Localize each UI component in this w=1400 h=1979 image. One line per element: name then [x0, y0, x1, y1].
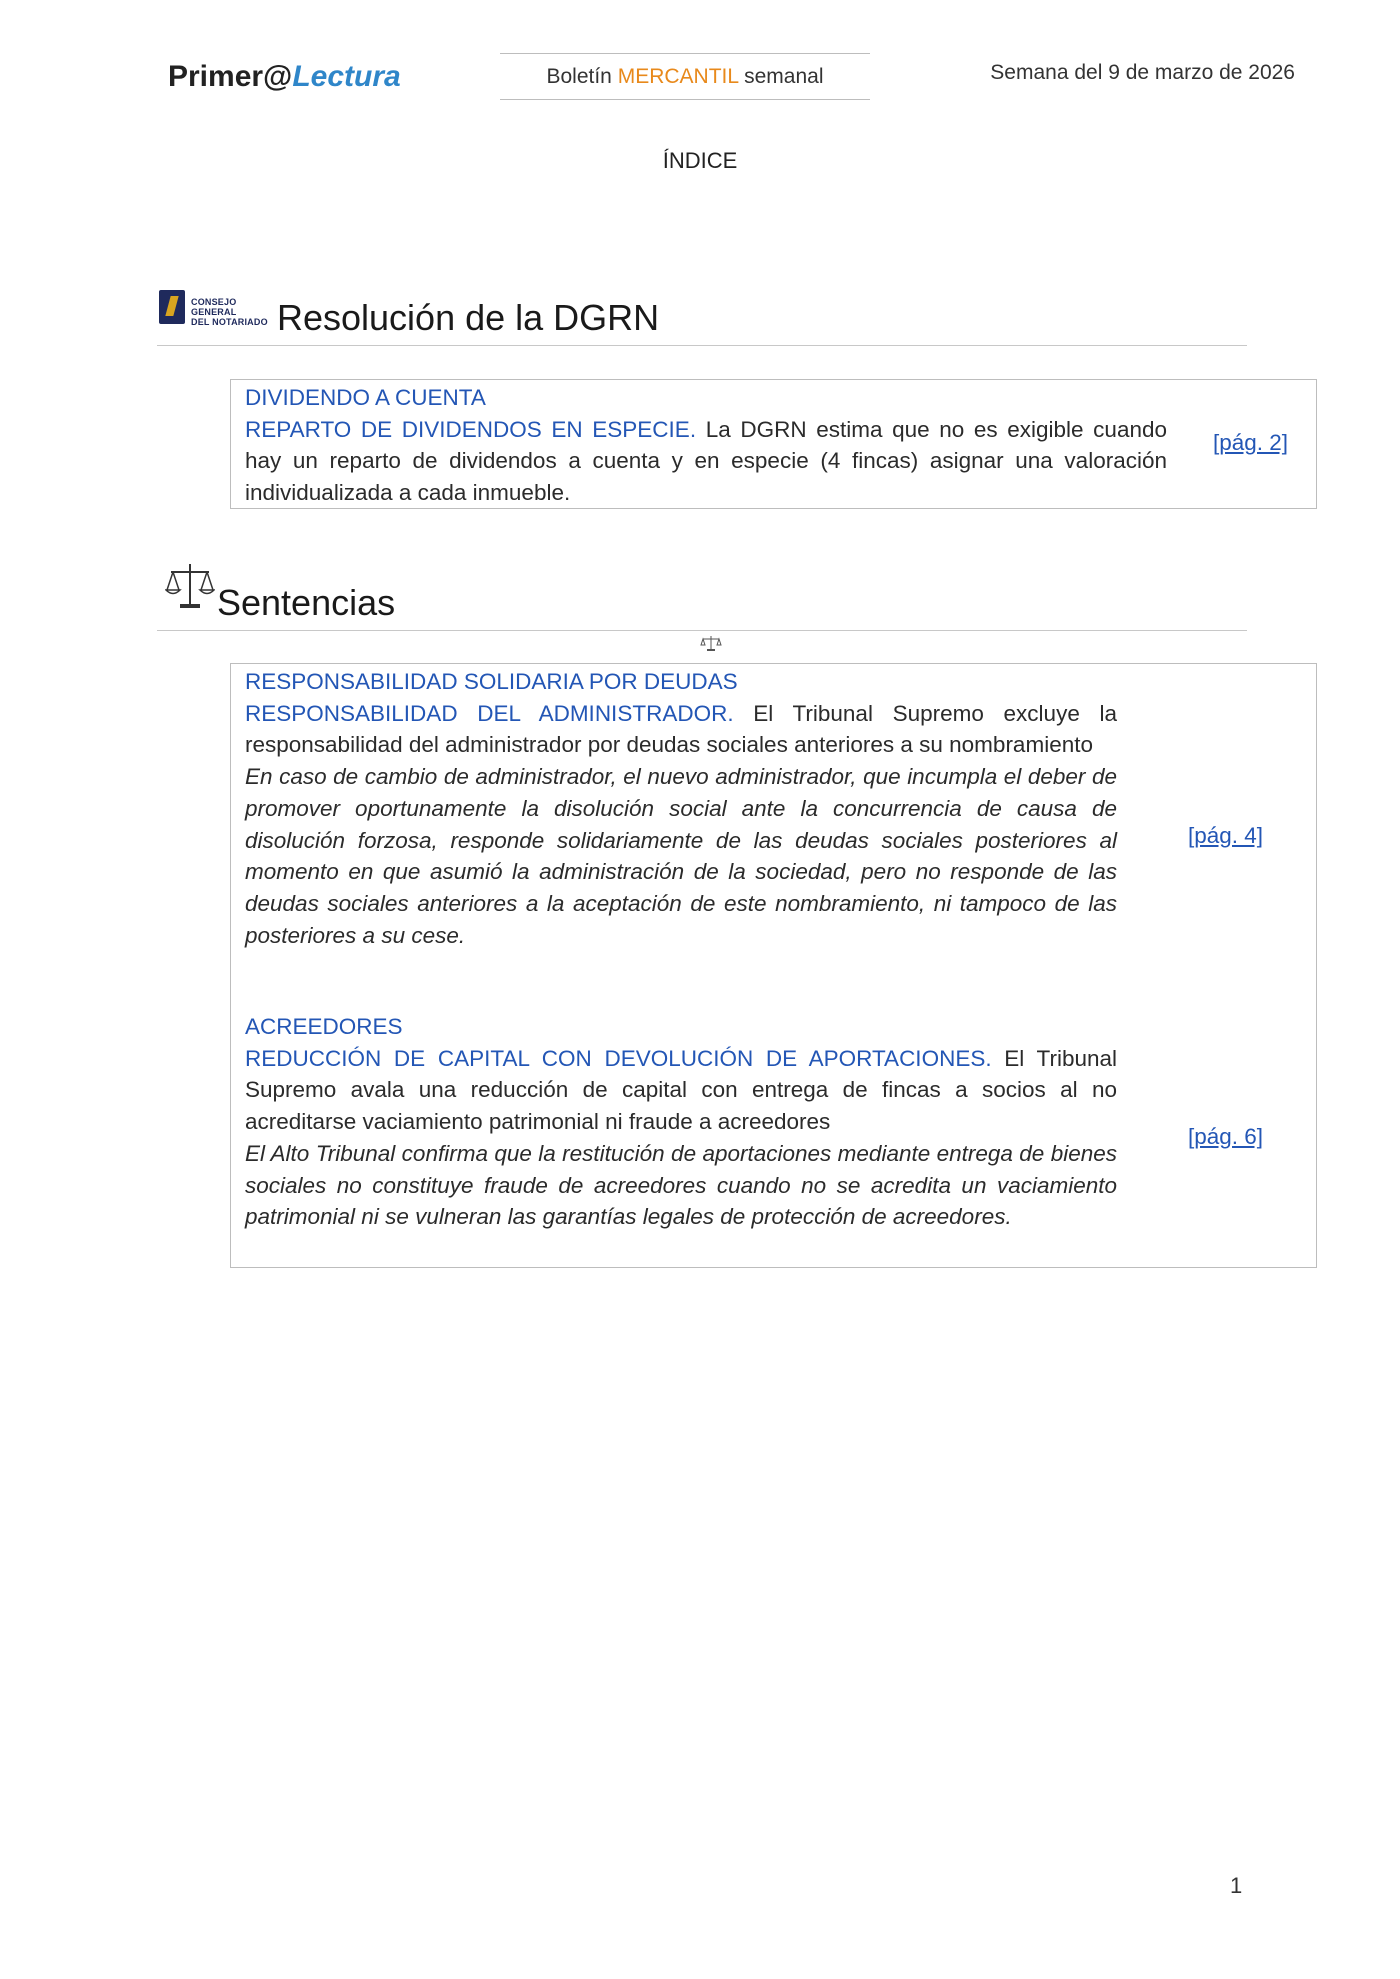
entry-headline: REDUCCIÓN DE CAPITAL CON DEVOLUCIÓN DE APORTACIONES. — [245, 1045, 992, 1071]
entry-category: ACREEDORES — [245, 1014, 403, 1039]
logo-line-1: CONSEJO GENERAL — [191, 297, 237, 317]
notariado-logo-icon — [159, 282, 277, 334]
bulletin-post: semanal — [738, 65, 824, 88]
entry-text: El Tribunal Supremo excluye la responsabilidad del administrador por deudas sociales anteriores a su nombramiento — [245, 700, 1117, 758]
section-title: Sentencias — [217, 582, 396, 623]
entry-category: DIVIDENDO A CUENTA — [245, 385, 486, 410]
list-item — [245, 1011, 1117, 1233]
bulletin-pre: Boletín — [546, 65, 618, 88]
scales-small-icon — [700, 634, 722, 652]
entry-headline: RESPONSABILIDAD DEL ADMINISTRADOR. — [245, 700, 734, 726]
section-title: Resolución de la DGRN — [277, 297, 660, 338]
list-item — [245, 666, 1117, 951]
brand-part-2: Lectura — [292, 60, 401, 93]
brand-part-1: Primer@ — [168, 60, 293, 93]
entry-category: RESPONSABILIDAD SOLIDARIA POR DEUDAS — [245, 669, 738, 694]
entry-summary: El Alto Tribunal confirma que la restitución de aportaciones mediante entrega de bienes sociales no constituye fraude de acreedores cuando no se acredita un vaciamiento patrimonial ni se vulneran las garantías legales de protección de acreedores. — [245, 1140, 1117, 1230]
logo-line-2: DEL NOTARIADO — [191, 317, 268, 327]
brand-logo — [168, 60, 401, 94]
entry-text: El Tribunal Supremo avala una reducción de capital con entrega de fincas a socios al no acreditarse vaciamiento patrimonial ni fraude a acreedores — [245, 1045, 1117, 1135]
week-date: Semana del 9 de marzo de 2026 — [990, 61, 1295, 84]
bulletin-title — [500, 53, 870, 100]
entry-text: La DGRN estima que no es exigible cuando hay un reparto de dividendos a cuenta y en especie (4 fincas) asignar una valoración individualizada a cada inmueble. — [245, 416, 1167, 506]
entry-headline: REPARTO DE DIVIDENDOS EN ESPECIE. — [245, 416, 697, 442]
entry-summary: En caso de cambio de administrador, el nuevo administrador, que incumpla el deber de promover oportunamente la disolución social ante la concurrencia de causa de disolución forzosa, responde solidariamente de las deudas sociales posteriores al momento en que asumió la administración de la sociedad, pero no responde de las deudas sociales anteriores a la aceptación de este nombramiento, ni tampoco de las posteriores a su cese. — [245, 764, 1117, 948]
section-header-dgrn — [157, 278, 1247, 346]
scales-icon — [165, 560, 215, 614]
entry-box-sentencias — [230, 663, 1317, 1268]
list-item — [245, 382, 1167, 509]
entry-box-dgrn — [230, 379, 1317, 509]
section-header-sentencias — [157, 560, 1247, 631]
bulletin-accent: MERCANTIL — [617, 65, 739, 88]
shield-icon — [159, 290, 185, 324]
logo-text — [191, 297, 277, 327]
page-link[interactable]: [pág. 4] — [1188, 823, 1264, 848]
page-number: 1 — [1230, 1873, 1243, 1898]
index-title: ÍNDICE — [662, 148, 738, 173]
page-link[interactable]: [pág. 2] — [1213, 430, 1289, 455]
page-link[interactable]: [pág. 6] — [1188, 1124, 1264, 1149]
